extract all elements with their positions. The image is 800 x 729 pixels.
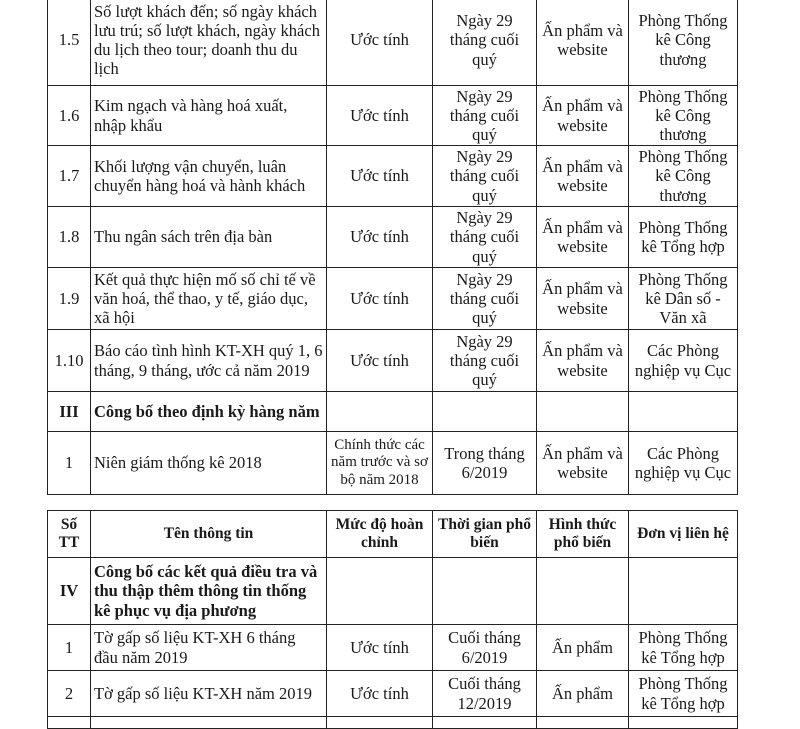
row-stt: 2	[48, 671, 91, 717]
row-form: Ấn phẩm và website	[537, 0, 629, 86]
row-level: Ước tính	[327, 86, 433, 146]
row-stt: 1	[48, 432, 91, 495]
row-time: Ngày 29 tháng cuối quý	[433, 330, 537, 392]
row-form: Ấn phẩm và website	[537, 268, 629, 330]
row-stt: 1.8	[48, 207, 91, 268]
row-form: Ấn phẩm và website	[537, 432, 629, 495]
header-name: Tên thông tin	[91, 511, 327, 558]
header-level: Mức độ hoàn chỉnh	[327, 511, 433, 558]
row-name: Báo cáo tình hình KT-XH quý 1, 6 tháng, 9 tháng, ước cả năm 2019	[91, 330, 327, 392]
table-row	[48, 207, 738, 268]
section-number: IV	[48, 558, 91, 625]
row-time: Trong tháng 6/2019	[433, 432, 537, 495]
row-stt: 1.5	[48, 0, 91, 86]
section-title: Công bố theo định kỳ hàng năm	[91, 392, 327, 432]
row-form: Ấn phẩm	[537, 625, 629, 671]
row-unit: Phòng Thống kê Tổng hợp	[629, 207, 738, 268]
plan-table-lower	[47, 510, 738, 729]
row-level: Ước tính	[327, 207, 433, 268]
row-time: Cuối tháng 12/2019	[433, 671, 537, 717]
row-form: Ấn phẩm và website	[537, 86, 629, 146]
row-level: Ước tính	[327, 625, 433, 671]
row-unit: Phòng Thống kê Dân số - Văn xã	[629, 268, 738, 330]
row-name: Kết quả thực hiện mố số chỉ tế về văn hoá, thể thao, y tế, giáo dục, xã hội	[91, 268, 327, 330]
table-row	[48, 268, 738, 330]
row-time: Ngày 29 tháng cuối quý	[433, 268, 537, 330]
table-row	[48, 146, 738, 207]
row-form: Ấn phẩm và website	[537, 146, 629, 207]
row-name: Kim ngạch và hàng hoá xuất, nhập khẩu	[91, 86, 327, 146]
row-name: Tờ gấp số liệu KT-XH 6 tháng đầu năm 2019	[91, 625, 327, 671]
table-row	[48, 625, 738, 671]
row-form: Ấn phẩm	[537, 671, 629, 717]
table-row	[48, 330, 738, 392]
table-row-cut-off	[48, 717, 738, 729]
plan-table-upper	[47, 0, 738, 495]
row-unit: Phòng Thống kê Công thương	[629, 146, 738, 207]
header-unit: Đơn vị liên hệ	[629, 511, 738, 558]
header-form: Hình thức phổ biến	[537, 511, 629, 558]
row-form: Ấn phẩm và website	[537, 330, 629, 392]
row-level: Chính thức các năm trước và sơ bộ năm 2018	[327, 432, 433, 495]
table-row	[48, 432, 738, 495]
row-level: Ước tính	[327, 671, 433, 717]
row-stt: 1.10	[48, 330, 91, 392]
row-name: Thu ngân sách trên địa bàn	[91, 207, 327, 268]
row-stt: 1.6	[48, 86, 91, 146]
row-level: Ước tính	[327, 0, 433, 86]
row-stt: 1.7	[48, 146, 91, 207]
section-title: Công bố các kết quả điều tra và thu thập thêm thông tin thống kê phục vụ địa phương	[91, 558, 327, 625]
row-form: Ấn phẩm và website	[537, 207, 629, 268]
row-unit: Phòng Thống kê Công thương	[629, 0, 738, 86]
row-time: Cuối tháng 6/2019	[433, 625, 537, 671]
row-time: Ngày 29 tháng cuối quý	[433, 86, 537, 146]
row-unit: Các Phòng nghiệp vụ Cục	[629, 432, 738, 495]
row-level: Ước tính	[327, 146, 433, 207]
header-stt: Số TT	[48, 511, 91, 558]
section-row	[48, 392, 738, 432]
row-unit: Phòng Thống kê Tổng hợp	[629, 625, 738, 671]
row-unit: Các Phòng nghiệp vụ Cục	[629, 330, 738, 392]
section-row	[48, 558, 738, 625]
row-name: Tờ gấp số liệu KT-XH năm 2019	[91, 671, 327, 717]
row-time: Ngày 29 tháng cuối quý	[433, 207, 537, 268]
header-row	[48, 511, 738, 558]
row-level: Ước tính	[327, 268, 433, 330]
row-time: Ngày 29 tháng cuối quý	[433, 0, 537, 86]
row-name: Khối lượng vận chuyển, luân chuyển hàng hoá và hành khách	[91, 146, 327, 207]
row-name: Niên giám thống kê 2018	[91, 432, 327, 495]
table-row	[48, 671, 738, 717]
table-row	[48, 0, 738, 86]
header-time: Thời gian phổ biến	[433, 511, 537, 558]
row-stt: 1	[48, 625, 91, 671]
row-name: Số lượt khách đến; số ngày khách lưu trú; số lượt khách, ngày khách du lịch theo tour; doanh thu du lịch	[91, 0, 327, 86]
row-unit: Phòng Thống kê Tổng hợp	[629, 671, 738, 717]
row-level: Ước tính	[327, 330, 433, 392]
row-unit: Phòng Thống kê Công thương	[629, 86, 738, 146]
row-stt: 1.9	[48, 268, 91, 330]
row-time: Ngày 29 tháng cuối quý	[433, 146, 537, 207]
section-number: III	[48, 392, 91, 432]
table-row	[48, 86, 738, 146]
